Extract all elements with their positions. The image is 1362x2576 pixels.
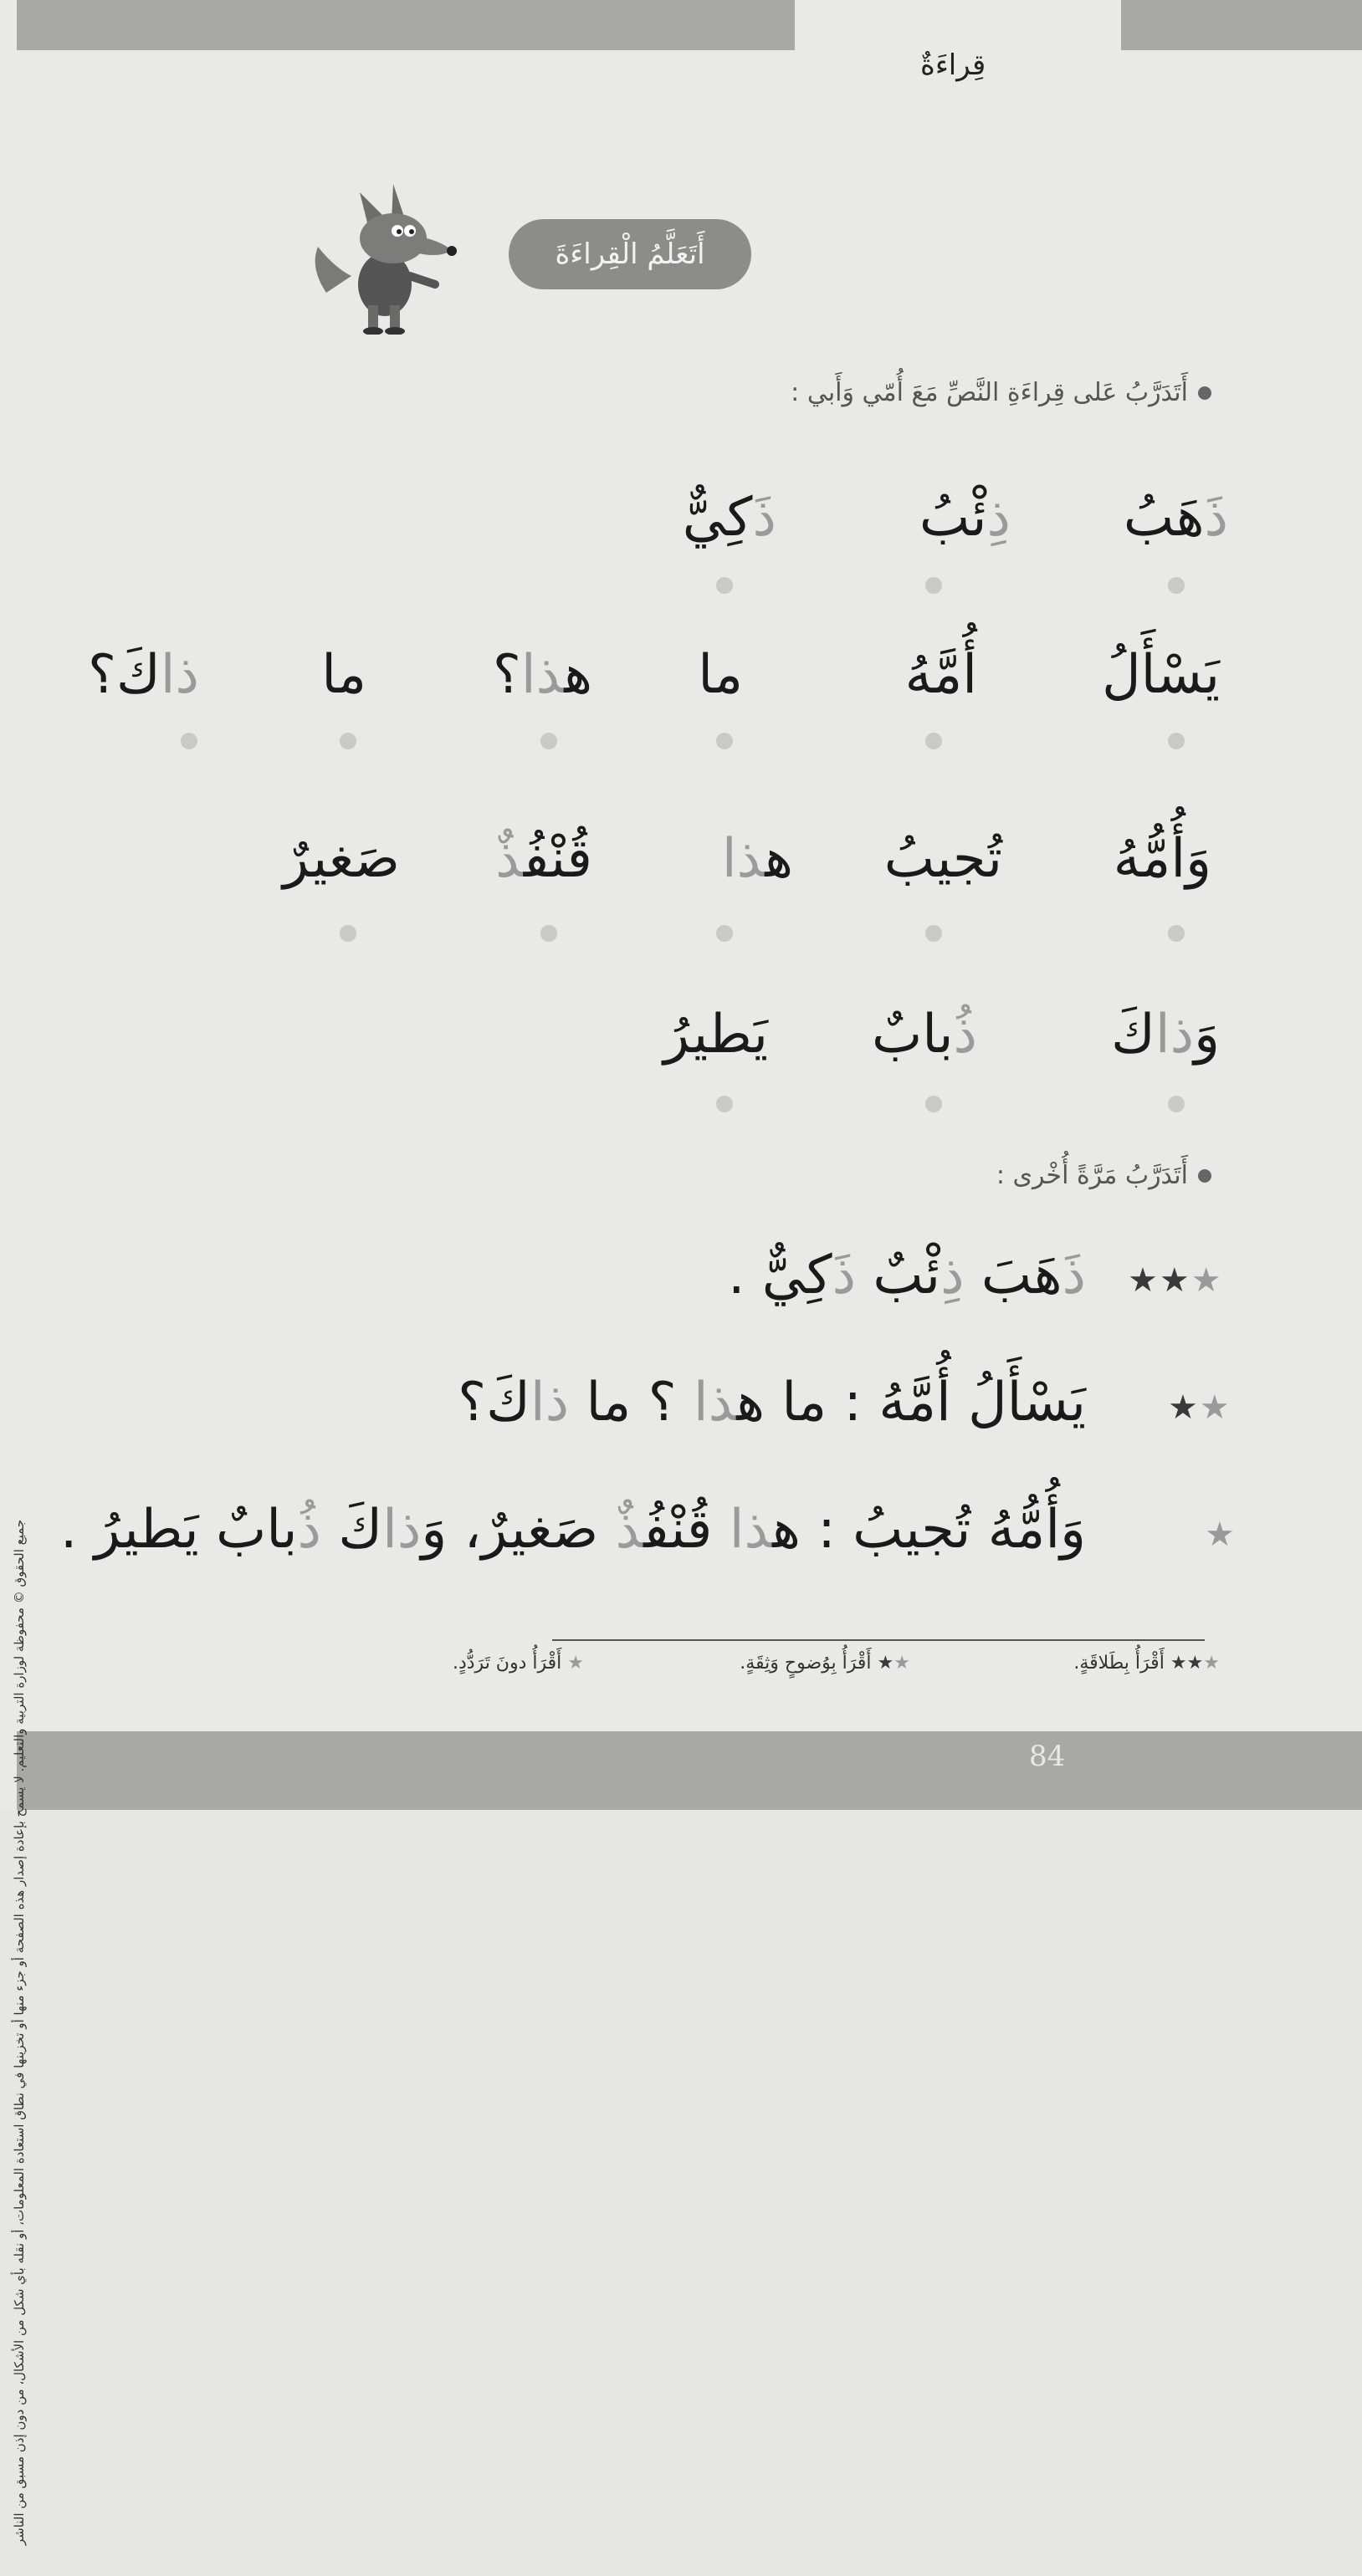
word-r3-1: وَأُمُّهُ	[1113, 828, 1211, 890]
bullet-dot	[1198, 1169, 1211, 1183]
instruction-1	[791, 378, 1211, 407]
word-r2-5: ما	[321, 644, 366, 706]
word-r1-1: ذَهَبُ	[1123, 487, 1228, 549]
word-r3-5: صَغيرٌ	[283, 828, 400, 890]
top-band-right	[1121, 0, 1362, 50]
sentence-2: يَسْأَلُ أُمَّهُ : ما هذا ؟ ما ذاكَ؟	[458, 1372, 1086, 1434]
word-r2-3: ما	[698, 644, 743, 706]
word-dot	[716, 1096, 733, 1112]
word-dot	[1168, 733, 1185, 749]
word-r2-1: يَسْأَلُ	[1102, 644, 1220, 706]
rating-3-stars: ★★★	[1128, 1261, 1223, 1300]
wolf-mascot-image	[301, 167, 469, 335]
word-dot	[340, 925, 356, 942]
instruction-2-text: أَتَدَرَّبُ مَرَّةً أُخْرى :	[996, 1161, 1188, 1190]
word-r2-6: ذاكَ؟	[88, 644, 199, 706]
word-r4-1: وَذاكَ	[1111, 1004, 1220, 1066]
word-dot	[540, 925, 557, 942]
word-dot	[716, 577, 733, 594]
word-r4-2: ذُبابٌ	[871, 1004, 977, 1066]
top-band	[17, 0, 795, 50]
sentence-3: وَأُمُّهُ تُجيبُ : هذا قُنْفُذٌ صَغيرٌ، وَذاكَ ذُبابٌ يَطيرُ .	[60, 1499, 1086, 1561]
word-dot	[1168, 577, 1185, 594]
word-dot	[540, 733, 557, 749]
word-dot	[716, 733, 733, 749]
instruction-1-text: أَتَدَرَّبُ عَلى قِراءَةِ النَّصِّ مَعَ أُمّي وَأَبي :	[791, 378, 1188, 407]
divider	[552, 1639, 1205, 1641]
sentence-1: ذَهَبَ ذِئْبٌ ذَكِيٌّ .	[728, 1245, 1086, 1306]
word-dot	[925, 577, 942, 594]
bullet-dot	[1198, 386, 1211, 400]
word-dot	[1168, 1096, 1185, 1112]
word-r1-2: ذِئْبُ	[919, 487, 1011, 549]
copyright-text: جميع الحقوق © محفوظة لوزارة التربية والتعليم. لا يسمح بإعادة إصدار هذه الصفحة أو جزء منها أو تخزينها في نطاق استعادة المعلومات، أو نقله بأي شكل من الأشكال، من دون إذن مسبق من الناشر	[12, 1519, 27, 2546]
legend-item-1: ★ أَقْرَأُ دونَ تَرَدُّدٍ.	[452, 1653, 584, 1674]
word-r3-3: هذا	[721, 828, 793, 890]
word-dot	[1168, 925, 1185, 942]
word-r2-2: أُمَّهُ	[904, 644, 977, 706]
word-r1-3: ذَكِيٌّ	[682, 487, 776, 549]
copyright-strip	[5, 418, 35, 2546]
legend-item-2: ★★ أَقْرَأُ بِوُضوحٍ وَثِقَةٍ.	[740, 1653, 910, 1674]
word-r2-4: هذا؟	[492, 644, 592, 706]
rating-2-stars: ★★	[1168, 1388, 1231, 1427]
legend-item-3: ★★★ أَقْرَأُ بِطَلاقَةٍ.	[1073, 1653, 1220, 1674]
word-dot	[181, 733, 197, 749]
word-dot	[340, 733, 356, 749]
page-title: قِراءَةٌ	[920, 49, 986, 82]
page-number: 84	[1029, 1740, 1066, 1773]
bottom-band	[17, 1731, 1362, 1810]
word-r3-4: قُنْفُذٌ	[495, 828, 592, 890]
instruction-2	[996, 1161, 1211, 1190]
word-dot	[925, 733, 942, 749]
word-dot	[925, 925, 942, 942]
rating-1-star: ★	[1205, 1515, 1237, 1554]
word-dot	[925, 1096, 942, 1112]
word-dot	[716, 925, 733, 942]
word-r3-2: تُجيبُ	[883, 828, 1002, 890]
word-r4-3: يَطيرُ	[663, 1004, 768, 1066]
section-title-pill: أَتَعَلَّمُ الْقِراءَةَ	[509, 219, 751, 289]
